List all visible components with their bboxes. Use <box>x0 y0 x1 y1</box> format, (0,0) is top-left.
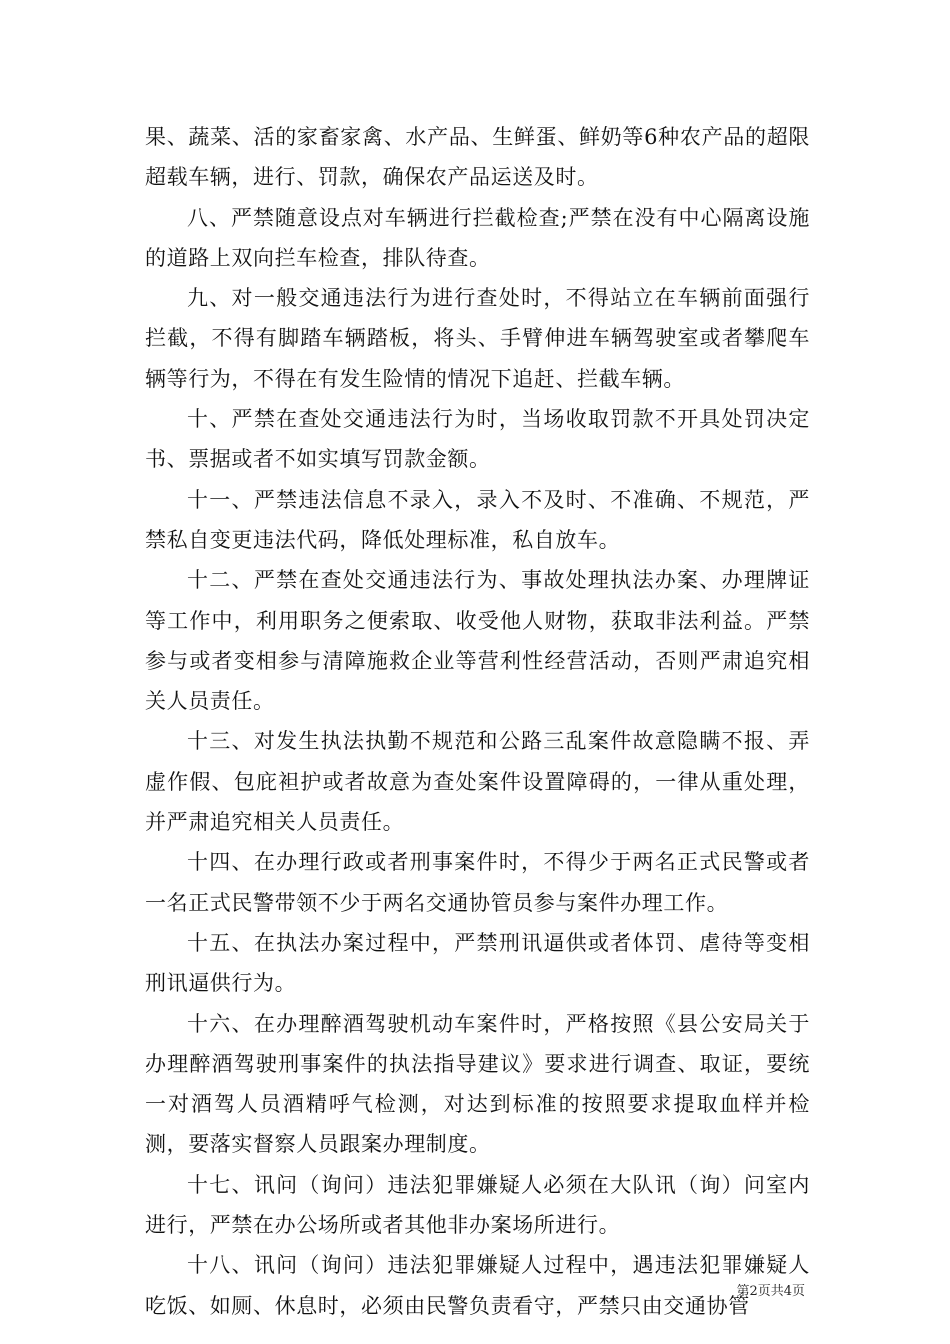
paragraph-continuation: 果、蔬菜、活的家畜家禽、水产品、生鲜蛋、鲜奶等6种农产品的超限超载车辆，进行、罚款，确保农产品运送及时。 <box>145 125 810 190</box>
paragraph-item-16: 十六、在办理醉酒驾驶机动车案件时，严格按照《县公安局关于办理醉酒驾驶刑事案件的执法指导建议》要求进行调查、取证，要统一对酒驾人员酒精呼气检测，对达到标准的按照要求提取血样并检测，要落实督察人员跟案办理制度。 <box>145 1011 810 1157</box>
paragraph-item-14: 十四、在办理行政或者刑事案件时，不得少于两名正式民警或者一名正式民警带领不少于两名交通协管员参与案件办理工作。 <box>145 850 810 915</box>
paragraph-item-15: 十五、在执法办案过程中，严禁刑讯逼供或者体罚、虐待等变相刑讯逼供行为。 <box>145 930 810 996</box>
paragraph-item-8: 八、严禁随意设点对车辆进行拦截检查;严禁在没有中心隔离设施的道路上双向拦车检查，排队待查。 <box>145 205 810 270</box>
paragraph-item-9: 九、对一般交通违法行为进行查处时，不得站立在车辆前面强行拦截，不得有脚踏车辆踏板，将头、手臂伸进车辆驾驶室或者攀爬车辆等行为，不得在有发生险情的情况下追赶、拦截车辆。 <box>145 286 810 391</box>
document-body <box>145 117 810 1326</box>
paragraph-item-18: 十八、讯问（询问）违法犯罪嫌疑人过程中，遇违法犯罪嫌疑人吃饭、如厕、休息时，必须由民警负责看守，严禁只由交通协管 <box>145 1253 810 1318</box>
page-number-footer: 第2页共4页 <box>736 1284 805 1299</box>
paragraph-item-13: 十三、对发生执法执勤不规范和公路三乱案件故意隐瞒不报、弄虚作假、包庇袒护或者故意为查处案件设置障碍的，一律从重处理，并严肃追究相关人员责任。 <box>145 729 810 835</box>
paragraph-item-11: 十一、严禁违法信息不录入，录入不及时、不准确、不规范，严禁私自变更违法代码，降低处理标准，私自放车。 <box>145 487 810 552</box>
paragraph-item-10: 十、严禁在查处交通违法行为时，当场收取罚款不开具处罚决定书、票据或者不如实填写罚款金额。 <box>145 407 810 472</box>
paragraph-item-17: 十七、讯问（询问）违法犯罪嫌疑人必须在大队讯（询）问室内进行，严禁在办公场所或者其他非办案场所进行。 <box>145 1172 810 1238</box>
paragraph-item-12: 十二、严禁在查处交通违法行为、事故处理执法办案、办理牌证等工作中，利用职务之便索取、收受他人财物，获取非法利益。严禁参与或者变相参与清障施救企业等营利性经营活动，否则严肃追究相关人员责任。 <box>145 568 810 714</box>
